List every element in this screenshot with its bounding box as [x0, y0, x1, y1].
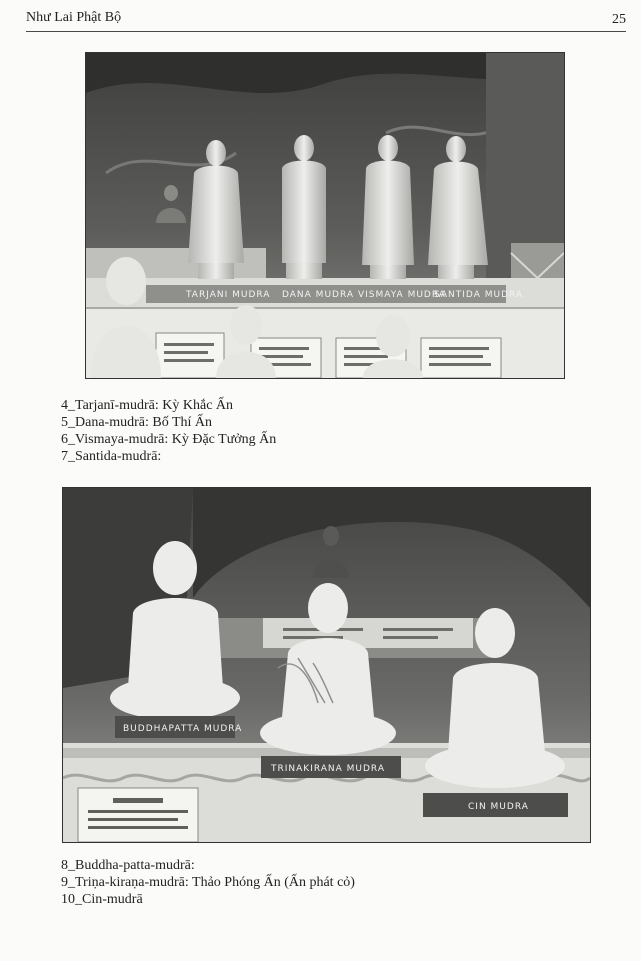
- caption-cin: 10_Cin-mudrā: [61, 892, 143, 907]
- caption-tarjani: 4_Tarjanī-mudrā: Kỳ Khắc Ấn: [61, 398, 234, 413]
- photo-standing-buddhas: [85, 52, 565, 379]
- caption-trina-kirana: 9_Triṇa-kiraṇa-mudrā: Thảo Phóng Ấn (Ấn phát cỏ): [61, 875, 355, 890]
- photo1-label-3: VISMAYA MUDRA: [358, 290, 446, 300]
- seated-buddhas-illustration: [63, 488, 590, 842]
- caption-list-1: [61, 397, 621, 465]
- photo1-label-4: SANTIDA MUDRA: [434, 290, 524, 300]
- photo1-label-1: TARJANI MUDRA: [186, 290, 271, 300]
- photo-seated-buddhas: [62, 487, 591, 843]
- caption-list-2: [61, 857, 621, 908]
- caption-buddha-patta: 8_Buddha-patta-mudrā:: [61, 858, 195, 873]
- page-header: [26, 6, 626, 32]
- page-number: 25: [612, 12, 626, 27]
- caption-dana: 5_Dana-mudrā: Bố Thí Ấn: [61, 415, 212, 430]
- running-title: Như Lai Phật Bộ: [26, 10, 122, 25]
- photo2-label-3: CIN MUDRA: [468, 802, 529, 812]
- caption-vismaya: 6_Vismaya-mudrā: Kỳ Đặc Tưởng Ấn: [61, 432, 277, 447]
- caption-santida: 7_Santida-mudrā:: [61, 449, 162, 464]
- photo2-label-1: BUDDHAPATTA MUDRA: [123, 724, 243, 734]
- standing-buddhas-illustration: [86, 53, 564, 378]
- photo2-label-2: TRINAKIRANA MUDRA: [271, 764, 385, 774]
- photo1-label-2: DANA MUDRA: [282, 290, 355, 300]
